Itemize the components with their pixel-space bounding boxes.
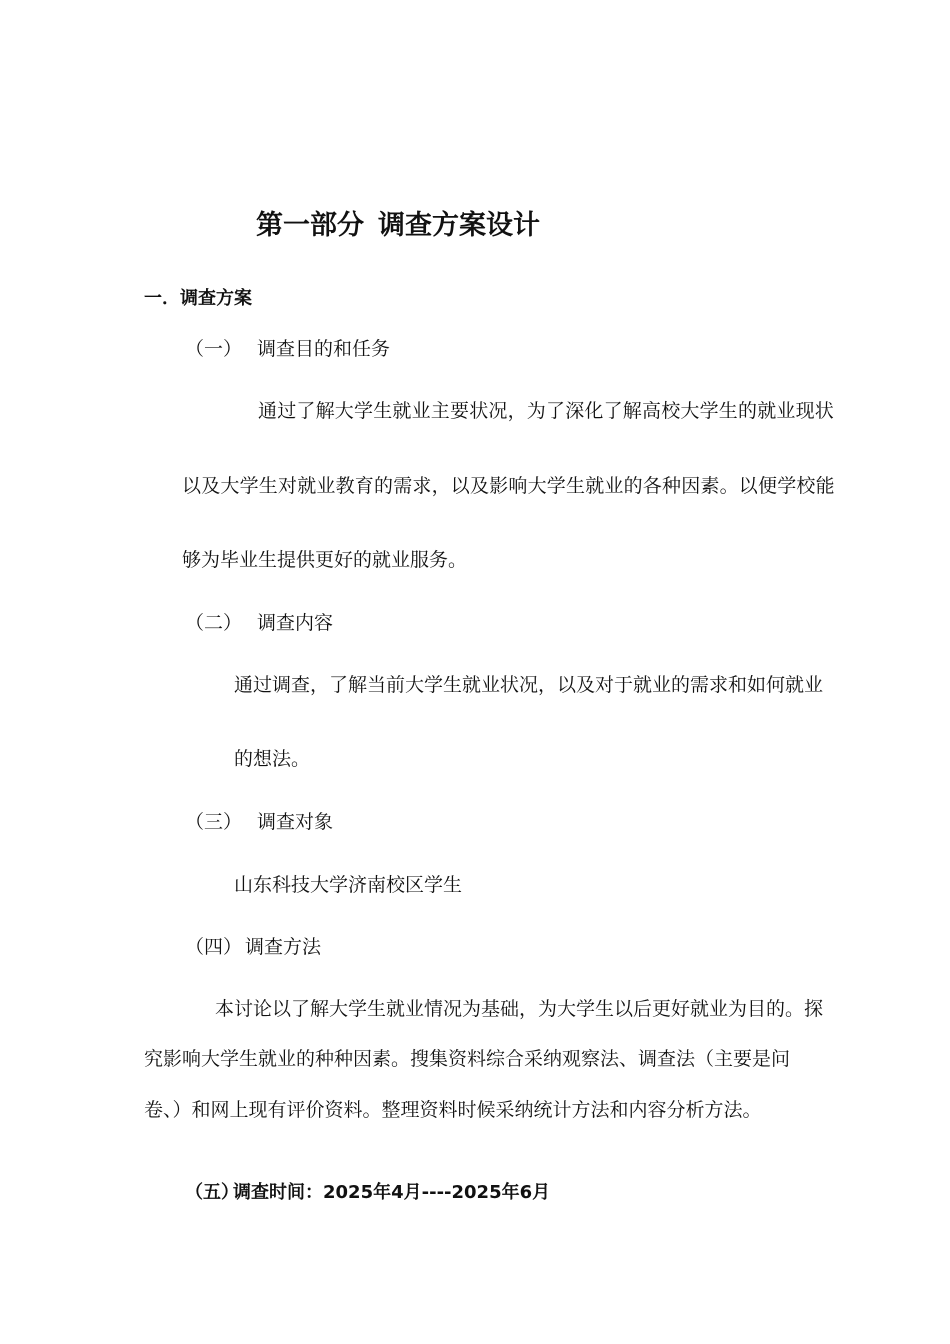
subsection-title: 调查时间：2025年4月----2025年6月 bbox=[233, 1182, 551, 1203]
subsection-heading-1 bbox=[185, 336, 390, 362]
subsection-number: （四） bbox=[185, 936, 243, 958]
paragraph-line: 山东科技大学济南校区学生 bbox=[234, 874, 463, 896]
subsection-number: （三） bbox=[185, 811, 243, 833]
paragraph-line: 通过调查，了解当前大学生就业状况，以及对于就业的需求和如何就业 bbox=[234, 674, 824, 696]
paragraph-line: 本讨论以了解大学生就业情况为基础，为大学生以后更好就业为目的。探 bbox=[215, 998, 824, 1020]
subsection-heading-5 bbox=[185, 1180, 550, 1206]
paragraph-line: 的想法。 bbox=[234, 748, 311, 770]
subsection-heading-2 bbox=[185, 610, 333, 636]
paragraph-line: 通过了解大学生就业主要状况，为了深化了解高校大学生的就业现状 bbox=[258, 400, 835, 422]
subsection-number: （五） bbox=[185, 1182, 239, 1203]
title-part: 第一部分 bbox=[256, 210, 364, 241]
subsection-heading-4 bbox=[185, 934, 321, 960]
subsection-heading-3 bbox=[185, 809, 333, 835]
paragraph-line: 究影响大学生就业的种种因素。搜集资料综合采纳观察法、调查法（主要是问 bbox=[144, 1048, 791, 1070]
subsection-title: 调查内容 bbox=[257, 612, 334, 634]
title-name: 调查方案设计 bbox=[378, 210, 540, 241]
paragraph-line: 够为毕业生提供更好的就业服务。 bbox=[182, 549, 468, 571]
subsection-title: 调查方法 bbox=[245, 936, 322, 958]
paragraph-line: 以及大学生对就业教育的需求，以及影响大学生就业的各种因素。以便学校能 bbox=[182, 475, 835, 497]
subsection-number: （二） bbox=[185, 612, 243, 634]
paragraph-line: 卷、）和网上现有评价资料。整理资料时候采纳统计方法和内容分析方法。 bbox=[144, 1099, 762, 1121]
subsection-title: 调查目的和任务 bbox=[257, 338, 391, 360]
subsection-title: 调查对象 bbox=[257, 811, 334, 833]
page-title bbox=[256, 208, 540, 244]
section-heading: 一．调查方案 bbox=[144, 288, 252, 309]
subsection-number: （一） bbox=[185, 338, 243, 360]
